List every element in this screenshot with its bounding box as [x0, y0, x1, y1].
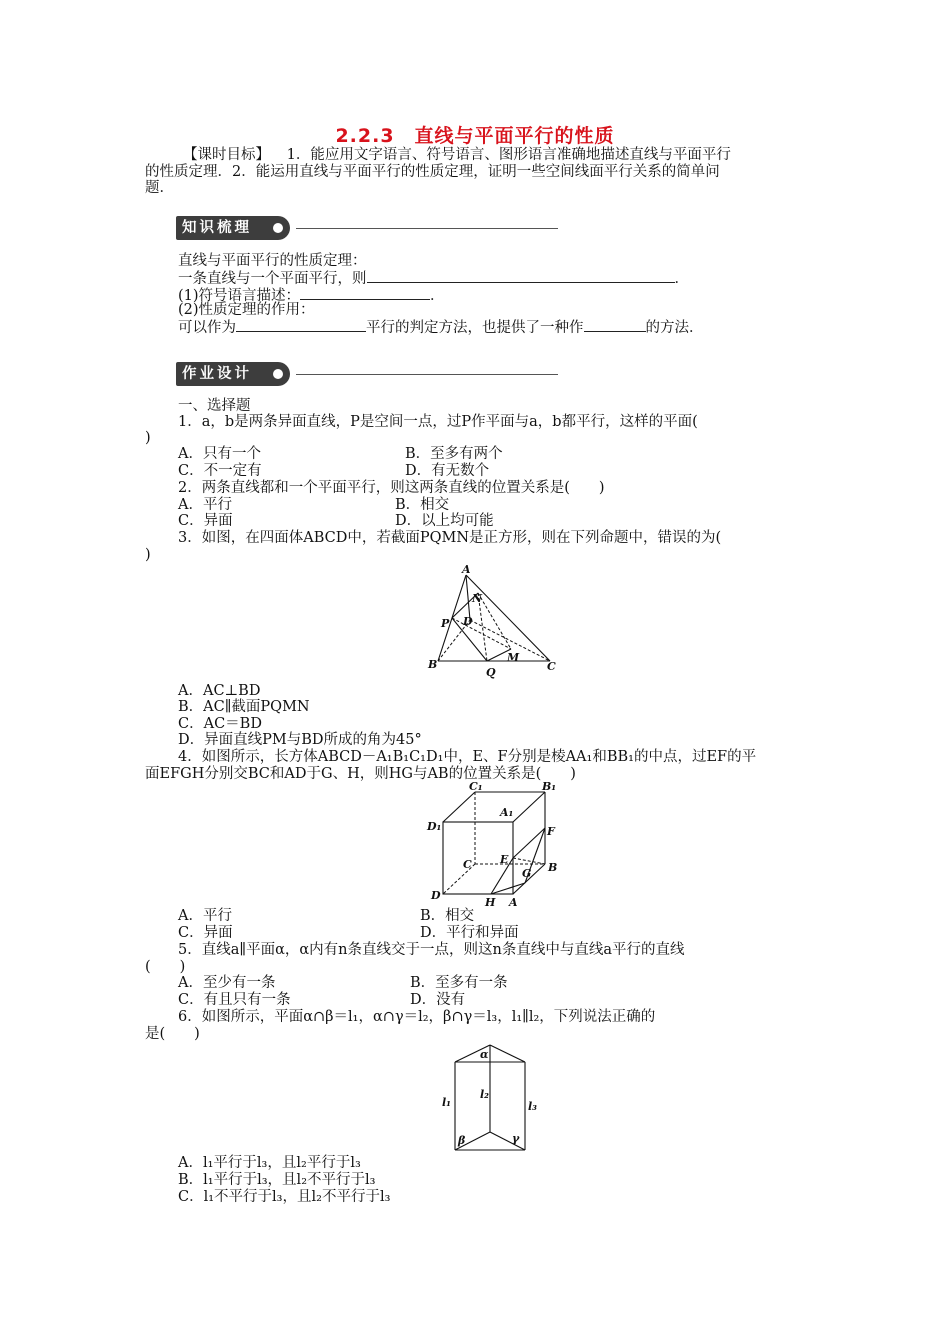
q1-option-d[interactable]: D．有无数个 — [405, 463, 490, 479]
answer-blank[interactable] — [584, 318, 646, 332]
q6-option-b[interactable]: B．l₁平行于l₃，且l₂不平行于l₃ — [178, 1172, 376, 1188]
label-a: A — [462, 563, 471, 576]
q1-stem-1: 1．a，b是两条异面直线，P是空间一点，过P作平面与a，b都平行，这样的平面( — [178, 414, 698, 430]
knowledge-line-2 — [178, 269, 689, 287]
knowledge-text: 平行的判定方法，也提供了一种作 — [366, 320, 584, 336]
goal-label: 【课时目标】 — [183, 147, 270, 163]
q3-stem-1: 3．如图，在四面体ABCD中，若截面PQMN是正方形，则在下列命题中，错误的为( — [178, 530, 722, 546]
label-gamma: γ — [512, 1132, 520, 1145]
q3-option-d[interactable]: D．异面直线PM与BD所成的角为45° — [178, 732, 422, 748]
page-title: 2.2.3 直线与平面平行的性质 — [335, 125, 615, 147]
label-l1: l₁ — [442, 1096, 451, 1109]
label-c1: C₁ — [469, 780, 483, 793]
label-q: Q — [486, 666, 496, 679]
q5-stem-2: ( ) — [145, 959, 186, 975]
period: ． — [674, 271, 689, 287]
label-n: N — [472, 592, 483, 605]
goal-line-2: 的性质定理．2．能运用直线与平面平行的性质定理，证明一些空间线面平行关系的简单问 — [145, 164, 720, 180]
section-label: 知识梳理 — [176, 216, 290, 240]
q4-option-a[interactable]: A．平行 — [178, 908, 232, 924]
cuboid-figure — [425, 780, 565, 908]
label-f: F — [547, 825, 555, 838]
q2-option-d[interactable]: D．以上均可能 — [395, 513, 494, 529]
label-h: H — [485, 896, 496, 908]
q2-option-a[interactable]: A．平行 — [178, 497, 232, 513]
label-d: D — [431, 889, 441, 902]
answer-blank[interactable] — [367, 269, 675, 283]
goal-line-1 — [183, 147, 731, 163]
label-c: C — [463, 858, 472, 871]
label-c: C — [547, 660, 556, 673]
label-beta: β — [458, 1134, 466, 1147]
knowledge-text: 一条直线与一个平面平行，则 — [178, 271, 367, 287]
q5-option-d[interactable]: D．没有 — [410, 992, 466, 1008]
label-l2: l₂ — [480, 1088, 489, 1101]
q6-stem-2: 是( ) — [145, 1026, 200, 1042]
label-alpha: α — [480, 1048, 489, 1061]
knowledge-text: (1)符号语言描述： — [178, 288, 301, 304]
label-b: B — [428, 658, 438, 671]
section-header-knowledge — [176, 216, 558, 242]
q6-option-c[interactable]: C．l₁不平行于l₃，且l₂不平行于l₃ — [178, 1189, 391, 1205]
label-d1: D₁ — [427, 820, 442, 833]
q1-option-c[interactable]: C．不一定有 — [178, 463, 262, 479]
prism-figure — [440, 1040, 550, 1155]
part-heading: 一、选择题 — [178, 398, 251, 414]
period: ． — [430, 288, 445, 304]
label-a: A — [509, 896, 518, 908]
q4-option-d[interactable]: D．平行和异面 — [420, 925, 519, 941]
label-l3: l₃ — [528, 1100, 537, 1113]
q3-stem-2: ) — [145, 547, 151, 563]
q1-option-b[interactable]: B．至多有两个 — [405, 446, 503, 462]
section-rule — [296, 228, 558, 229]
section-header-homework — [176, 362, 558, 388]
knowledge-line-4: (2)性质定理的作用： — [178, 302, 315, 318]
section-rule — [296, 374, 558, 375]
knowledge-line-1: 直线与平面平行的性质定理： — [178, 253, 367, 269]
answer-blank[interactable] — [300, 286, 430, 300]
q3-option-a[interactable]: A．AC⊥BD — [178, 683, 261, 699]
knowledge-text: 的方法． — [645, 320, 704, 336]
bullet-dot-icon — [273, 369, 283, 379]
q5-option-a[interactable]: A．至少有一条 — [178, 975, 276, 991]
q2-option-c[interactable]: C．异面 — [178, 513, 233, 529]
q2-option-b[interactable]: B．相交 — [395, 497, 450, 513]
goal-line-3: 题． — [145, 180, 174, 196]
bullet-dot-icon — [273, 223, 283, 233]
answer-blank[interactable] — [236, 318, 366, 332]
q2-stem: 2．两条直线都和一个平面平行，则这两条直线的位置关系是( ) — [178, 480, 605, 496]
goal-text-1: 1．能应用文字语言、符号语言、图形语言准确地描述直线与平面平行 — [286, 147, 731, 163]
q4-stem-1: 4．如图所示，长方体ABCD－A₁B₁C₁D₁中，E、F分别是棱AA₁和BB₁的中点，过EF的平 — [178, 749, 757, 765]
q1-stem-2: ) — [145, 430, 151, 446]
section-label: 作业设计 — [176, 362, 290, 386]
q5-option-b[interactable]: B．至多有一条 — [410, 975, 508, 991]
knowledge-text: 可以作为 — [178, 320, 236, 336]
label-d: D — [463, 615, 473, 628]
q6-option-a[interactable]: A．l₁平行于l₃，且l₂平行于l₃ — [178, 1155, 361, 1171]
q5-stem-1: 5．直线a∥平面α，α内有n条直线交于一点，则这n条直线中与直线a平行的直线 — [178, 942, 685, 958]
q6-stem-1: 6．如图所示，平面α∩β＝l₁，α∩γ＝l₂，β∩γ＝l₃，l₁∥l₂，下列说法正确的 — [178, 1009, 656, 1025]
q3-option-b[interactable]: B．AC∥截面PQMN — [178, 699, 310, 715]
q4-option-c[interactable]: C．异面 — [178, 925, 233, 941]
label-m: M — [507, 651, 520, 664]
label-b: B — [548, 861, 558, 874]
q5-option-c[interactable]: C．有且只有一条 — [178, 992, 291, 1008]
q4-option-b[interactable]: B．相交 — [420, 908, 475, 924]
label-b1: B₁ — [542, 780, 557, 793]
q3-option-c[interactable]: C．AC＝BD — [178, 716, 262, 732]
label-p: P — [441, 617, 450, 630]
q1-option-a[interactable]: A．只有一个 — [178, 446, 261, 462]
q4-stem-2: 面EFGH分别交BC和AD于G、H，则HG与AB的位置关系是( ) — [145, 766, 576, 782]
tetrahedron-figure — [420, 560, 570, 682]
label-e: E — [500, 853, 509, 866]
label-g: G — [522, 867, 532, 880]
label-a1: A₁ — [500, 806, 514, 819]
knowledge-line-5 — [178, 318, 704, 336]
